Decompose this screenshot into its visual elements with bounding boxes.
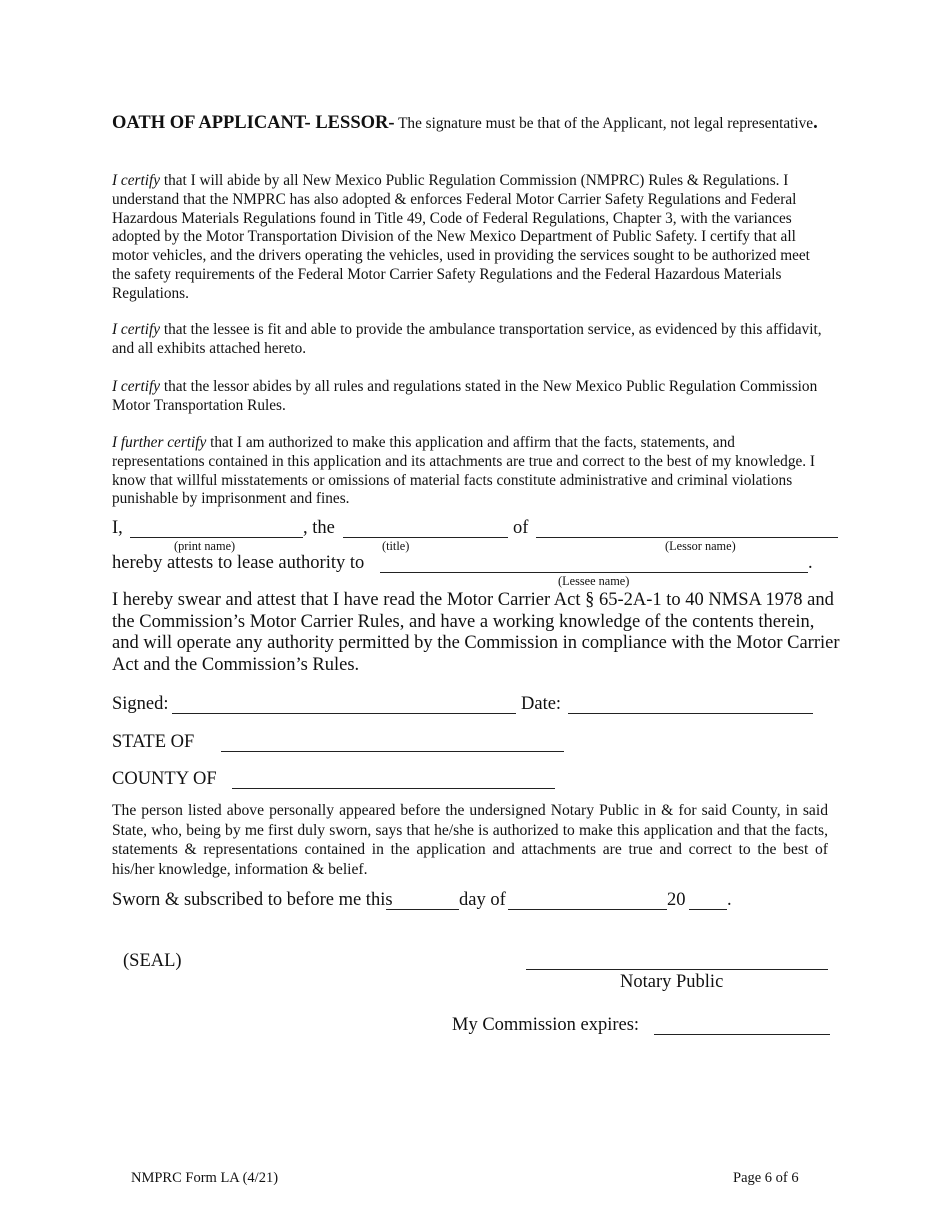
cert-text: that I am authorized to make this application and affirm that the facts, statements, and representations contained in this application and its attachments are true and correct to the best of my knowledge. I know that willful misstatements or omissions of material facts constitute administrative and criminal violations punishable by imprisonment and fines. bbox=[112, 434, 815, 508]
seal-label: (SEAL) bbox=[123, 951, 182, 971]
commission-expires-label: My Commission expires: bbox=[452, 1015, 640, 1035]
attest-i: I, bbox=[112, 518, 123, 538]
cert-text: that the lessee is fit and able to provide the ambulance transportation service, as evidenced by this affidavit, and all exhibits attached hereto. bbox=[112, 321, 822, 357]
print-name-label: (print name) bbox=[174, 539, 236, 553]
oath-period: . bbox=[813, 113, 818, 133]
print-name-field[interactable] bbox=[130, 537, 303, 538]
page-number: Page 6 of 6 bbox=[733, 1170, 799, 1186]
attest-of: of bbox=[513, 518, 529, 538]
oath-title: OATH OF APPLICANT- LESSOR- bbox=[112, 113, 395, 133]
oath-note: The signature must be that of the Applicant, not legal representative bbox=[398, 115, 814, 132]
day-field[interactable] bbox=[386, 909, 459, 910]
title-label: (title) bbox=[382, 539, 410, 553]
commission-expires-field[interactable] bbox=[654, 1034, 830, 1035]
cert-lead: I certify bbox=[112, 172, 160, 189]
cert-lead: I certify bbox=[112, 321, 160, 338]
certification-1 bbox=[112, 172, 828, 304]
month-field[interactable] bbox=[508, 909, 667, 910]
county-field[interactable] bbox=[232, 788, 555, 789]
oath-heading bbox=[112, 113, 828, 134]
cert-text: that the lessor abides by all rules and regulations stated in the New Mexico Public Regulation Commission Motor Transportation Rules. bbox=[112, 378, 818, 414]
notary-public-label: Notary Public bbox=[620, 972, 724, 992]
sworn-day-of: day of bbox=[459, 890, 506, 910]
attest-the: , the bbox=[303, 518, 335, 538]
hereby-attests: hereby attests to lease authority to bbox=[112, 553, 365, 573]
cert-lead: I further certify bbox=[112, 434, 207, 451]
title-field[interactable] bbox=[343, 537, 508, 538]
cert-lead: I certify bbox=[112, 378, 160, 395]
sworn-period: . bbox=[727, 890, 732, 910]
notary-paragraph: The person listed above personally appeared before the undersigned Notary Public in & for said County, in said State, who, being by me first duly sworn, says that he/she is authorized to make this application and that the facts, statements & representations contained in the application and attachments are true and correct to the best of his/her knowledge, information & belief. bbox=[112, 802, 828, 878]
lessee-name-label: (Lessee name) bbox=[558, 574, 630, 588]
certification-4 bbox=[112, 434, 828, 509]
lessor-name-field[interactable] bbox=[536, 537, 838, 538]
date-label: Date: bbox=[521, 694, 562, 714]
lessor-name-label: (Lessor name) bbox=[665, 539, 736, 553]
certification-3 bbox=[112, 378, 828, 416]
county-label: COUNTY OF bbox=[112, 769, 217, 789]
certification-2 bbox=[112, 321, 828, 359]
state-field[interactable] bbox=[221, 751, 564, 752]
year-field[interactable] bbox=[689, 909, 727, 910]
sworn-year-prefix: 20 bbox=[667, 890, 686, 910]
signed-label: Signed: bbox=[112, 694, 169, 714]
date-field[interactable] bbox=[568, 713, 813, 714]
state-label: STATE OF bbox=[112, 732, 195, 752]
swear-statement: I hereby swear and attest that I have read the Motor Carrier Act § 65-2A-1 to 40 NMSA 1978 and the Commission’s Motor Carrier Rules, and have a working knowledge of the contents therein, and will operate any authority permitted by the Commission in compliance with the Motor Carrier Act and the Commission’s Rules. bbox=[112, 590, 840, 675]
sworn-lead: Sworn & subscribed to before me this bbox=[112, 890, 393, 910]
attest-period: . bbox=[808, 553, 813, 573]
cert-text: that I will abide by all New Mexico Public Regulation Commission (NMPRC) Rules & Regulations. I understand that the NMPRC has also adopted & enforces Federal Motor Carrier Safety Regulations and Federal Hazardous Materials Regulations found in Title 49, Code of Federal Regulations, Chapter 3, with the variances adopted by the Motor Transportation Division of the New Mexico Department of Public Safety. I certify that all motor vehicles, and the drivers operating the vehicles, used in providing the services sought to be authorized meet the safety requirements of the Federal Motor Carrier Safety Regulations and the Federal Hazardous Materials Regulations. bbox=[112, 172, 810, 302]
notary-signature-field[interactable] bbox=[526, 969, 828, 970]
lessee-name-field[interactable] bbox=[380, 572, 808, 573]
form-number: NMPRC Form LA (4/21) bbox=[131, 1170, 279, 1186]
signature-field[interactable] bbox=[172, 713, 516, 714]
